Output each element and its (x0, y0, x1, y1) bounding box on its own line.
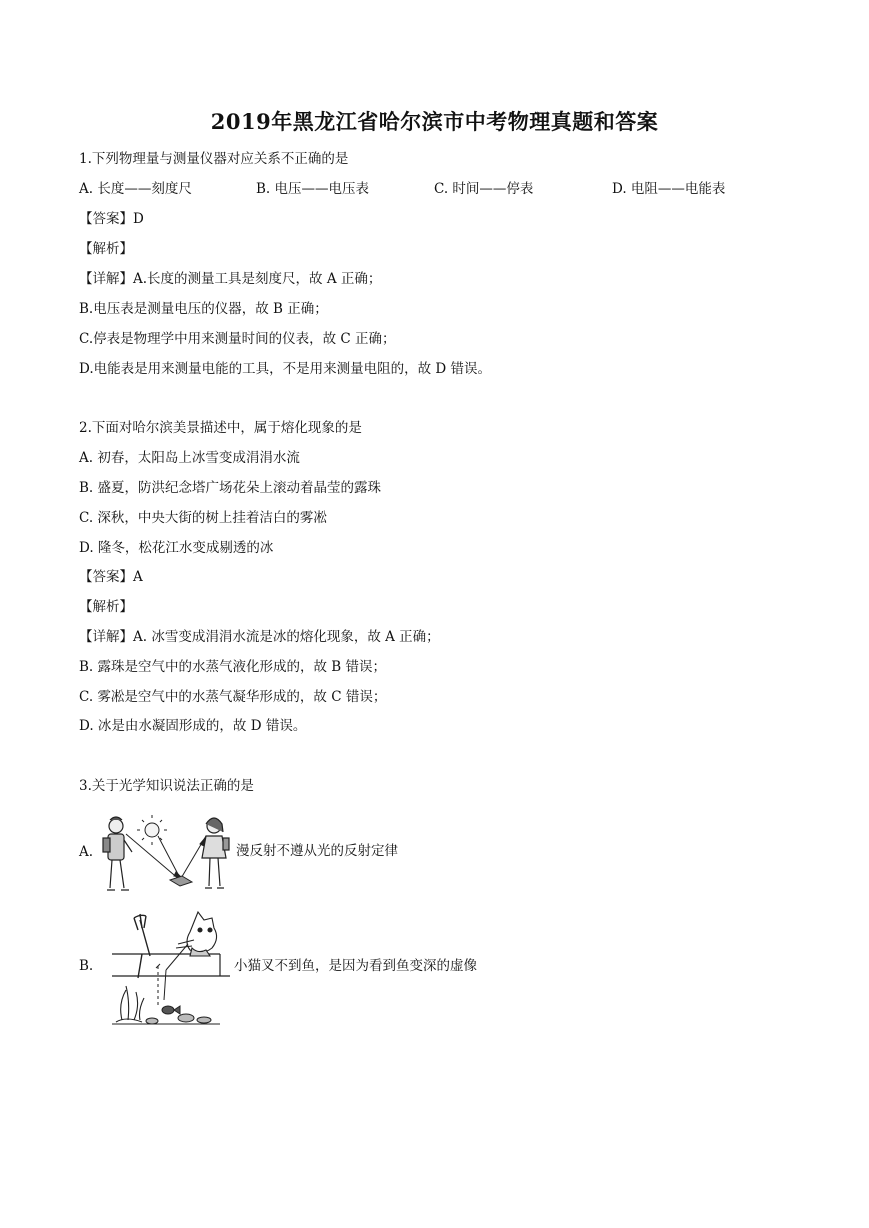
page-title: 2019年黑龙江省哈尔滨市中考物理真题和答案 (210, 109, 659, 134)
q2-stem: 2.下面对哈尔滨美景描述中，属于熔化现象的是 (79, 420, 362, 436)
q1-analysis-label: 【解析】 (79, 241, 133, 257)
q1-answer: 【答案】D (79, 211, 144, 227)
q2-detail-line: B. 露珠是空气中的水蒸气液化形成的，故 B 错误； (79, 659, 387, 675)
cat-fishing-figure (108, 908, 234, 1026)
q1-detail-line: 【详解】A.长度的测量工具是刻度尺，故 A 正确； (79, 271, 382, 287)
q1-detail-line: B.电压表是测量电压的仪器，故 B 正确； (79, 301, 328, 317)
q2-detail-line: 【详解】A. 冰雪变成涓涓水流是冰的熔化现象，故 A 正确； (79, 629, 440, 645)
q3-option-a-label: A. (79, 844, 94, 860)
q1-option-b: B. 电压——电压表 (256, 181, 370, 197)
q1-option-d: D. 电阻——电能表 (612, 181, 726, 197)
q2-analysis-label: 【解析】 (79, 599, 133, 615)
q1-stem: 1.下列物理量与测量仪器对应关系不正确的是 (79, 151, 349, 167)
q2-option-b: B. 盛夏，防洪纪念塔广场花朵上滚动着晶莹的露珠 (79, 480, 382, 496)
q1-option-c: C. 时间——停表 (434, 181, 534, 197)
q3-option-a-text: 漫反射不遵从光的反射定律 (236, 843, 398, 859)
q2-detail-line: D. 冰是由水凝固形成的，故 D 错误。 (79, 718, 307, 734)
diffuse-reflection-figure (102, 814, 232, 896)
q1-option-a: A. 长度——刻度尺 (79, 181, 192, 197)
q1-detail-line: D.电能表是用来测量电能的工具，不是用来测量电阻的，故 D 错误。 (79, 361, 492, 377)
q3-option-b-text: 小猫叉不到鱼，是因为看到鱼变深的虚像 (234, 958, 477, 974)
q3-option-b-label: B. (79, 958, 94, 974)
q2-option-d: D. 隆冬，松花江水变成剔透的冰 (79, 540, 274, 556)
q2-option-c: C. 深秋，中央大街的树上挂着洁白的雾凇 (79, 510, 327, 526)
q2-detail-line: C. 雾凇是空气中的水蒸气凝华形成的，故 C 错误； (79, 689, 387, 705)
q2-option-a: A. 初春，太阳岛上冰雪变成涓涓水流 (79, 450, 300, 466)
q3-stem: 3.关于光学知识说法正确的是 (79, 778, 254, 794)
q2-answer: 【答案】A (79, 569, 143, 585)
q1-detail-line: C.停表是物理学中用来测量时间的仪表，故 C 正确； (79, 331, 396, 347)
